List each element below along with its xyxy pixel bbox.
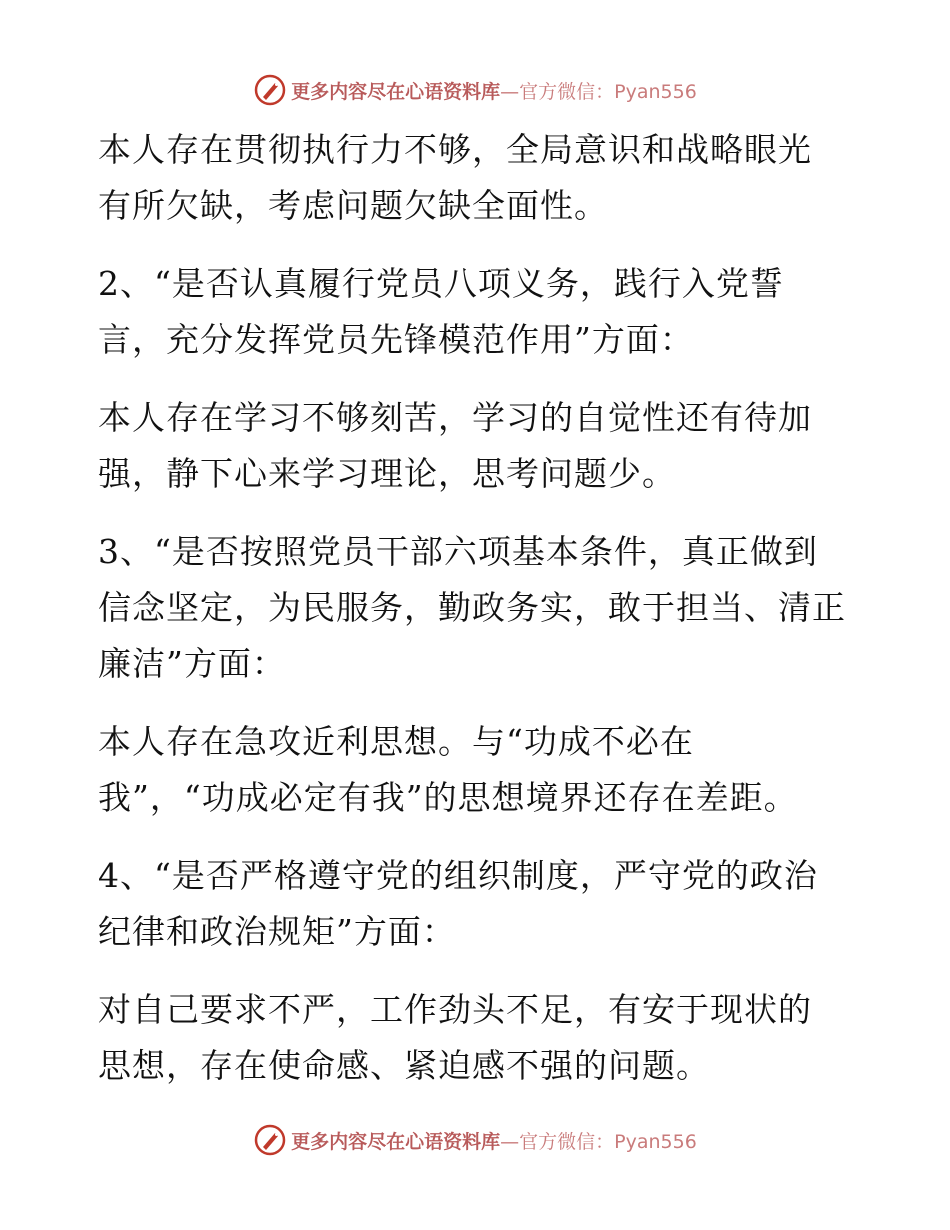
- paragraph-line: 3、“是否按照党员干部六项基本条件，真正做到: [98, 532, 818, 571]
- header-watermark-banner: [0, 70, 950, 110]
- watermark-text: [291, 77, 697, 104]
- paragraph-line: 有所欠缺，考虑问题欠缺全面性。: [98, 186, 608, 225]
- watermark-wechat-text: 官方微信：Pyan556: [519, 80, 697, 103]
- paragraph-2: [98, 256, 858, 368]
- paragraph-line: 2、“是否认真履行党员八项义务，践行入党誓: [98, 264, 784, 303]
- paragraph-3: [98, 390, 858, 502]
- paragraph-4: [98, 524, 858, 692]
- paragraph-line: 纪律和政治规矩”方面：: [98, 912, 456, 951]
- paragraph-line: 本人存在急攻近利思想。与“功成不必在: [98, 722, 694, 761]
- paragraph-7: [98, 982, 858, 1094]
- watermark-dash: —: [500, 80, 520, 103]
- paragraph-line: 廉洁”方面：: [98, 644, 286, 683]
- paragraph-line: 思想，存在使命感、紧迫感不强的问题。: [98, 1046, 710, 1085]
- paragraph-6: [98, 848, 858, 960]
- document-body: [98, 122, 858, 1116]
- pen-nib-circle-icon: [253, 1123, 287, 1157]
- paragraph-line: 信念坚定，为民服务，勤政务实，敢于担当、清正: [98, 588, 846, 627]
- paragraph-line: 强，静下心来学习理论，思考问题少。: [98, 454, 676, 493]
- paragraph-line: 4、“是否严格遵守党的组织制度，严守党的政治: [98, 856, 818, 895]
- pen-nib-circle-icon: [253, 73, 287, 107]
- footer-watermark-banner: [0, 1120, 950, 1160]
- paragraph-line: 对自己要求不严，工作劲头不足，有安于现状的: [98, 990, 812, 1029]
- watermark-wechat-text: 官方微信：Pyan556: [519, 1130, 697, 1153]
- watermark-site-text: 更多内容尽在心语资料库: [291, 1130, 501, 1153]
- watermark-dash: —: [500, 1130, 520, 1153]
- paragraph-5: [98, 714, 858, 826]
- watermark-text: [291, 1127, 697, 1154]
- watermark-site-text: 更多内容尽在心语资料库: [291, 80, 501, 103]
- paragraph-line: 本人存在学习不够刻苦，学习的自觉性还有待加: [98, 398, 812, 437]
- paragraph-1: [98, 122, 858, 234]
- paragraph-line: 本人存在贯彻执行力不够，全局意识和战略眼光: [98, 130, 812, 169]
- paragraph-line: 言，充分发挥党员先锋模范作用”方面：: [98, 320, 694, 359]
- paragraph-line: 我”，“功成必定有我”的思想境界还存在差距。: [98, 778, 798, 817]
